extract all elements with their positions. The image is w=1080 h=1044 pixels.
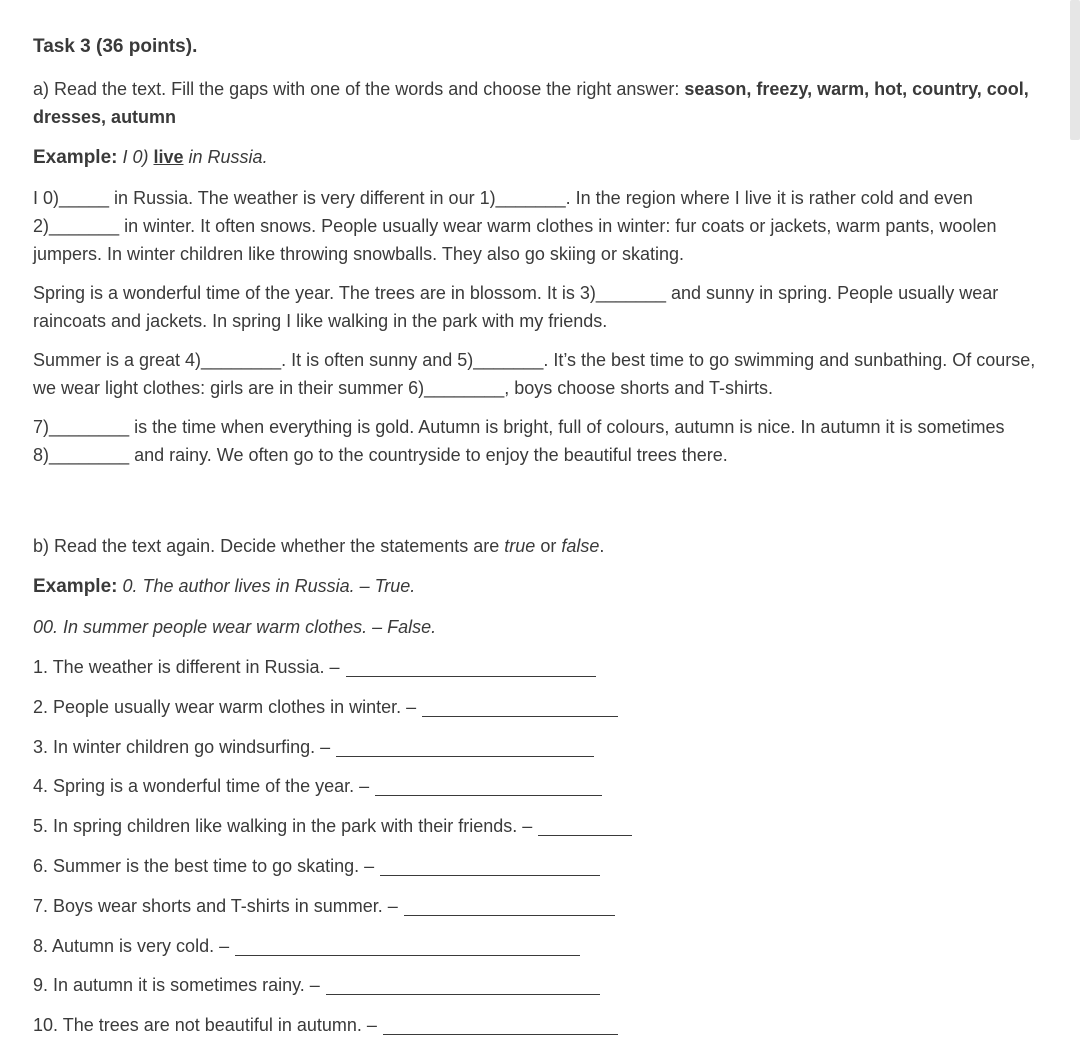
- statement-item: [33, 693, 1043, 721]
- statement-item: [33, 653, 1043, 681]
- part-a-instruction: [33, 75, 1043, 131]
- example-text: 0. The author lives in Russia. – True.: [117, 576, 416, 596]
- answer-blank[interactable]: [375, 775, 602, 796]
- scrollbar[interactable]: [1070, 0, 1080, 140]
- document-page: [33, 33, 1043, 1044]
- statement-text: 5. In spring children like walking in the park with their friends. –: [33, 816, 533, 837]
- statement-text: 8. Autumn is very cold. –: [33, 935, 230, 956]
- part-a-instruction-text: a) Read the text. Fill the gaps with one of the words and choose the right answer:: [33, 79, 685, 99]
- statement-text: 4. Spring is a wonderful time of the year. –: [33, 776, 370, 797]
- example-label: Example:: [33, 147, 118, 168]
- paragraph-summer: Summer is a great 4)________. It is often sunny and 5)_______. It’s the best time to go swimming and sunbathing. Of course, we wear light clothes: girls are in their summer 6)________, boys choose shorts and T-shirts.: [33, 350, 1036, 398]
- word-true: true: [504, 536, 536, 556]
- part-b-example: [33, 572, 1043, 601]
- paragraph-autumn: 7)________ is the time when everything is gold. Autumn is bright, full of colours, autumn is nice. In autumn it is sometimes 8)________ and rainy. We often go to the countryside to enjoy the beautiful trees there.: [33, 417, 1005, 465]
- task-title: Task 3 (36 points).: [33, 36, 198, 57]
- instruction-end: .: [599, 536, 605, 556]
- section-spacer: [33, 480, 1043, 532]
- statement-text: 6. Summer is the best time to go skating. –: [33, 855, 375, 876]
- word-bank: season, freezy, warm, hot, country, cool, dresses, autumn: [33, 79, 1029, 127]
- statement-item: [33, 733, 1043, 761]
- example-post: in Russia.: [183, 147, 268, 167]
- statement-list: [33, 653, 1043, 1039]
- statement-text: 9. In autumn it is sometimes rainy. –: [33, 975, 320, 996]
- word-false: false: [561, 536, 600, 556]
- answer-blank[interactable]: [383, 1014, 618, 1035]
- paragraph-winter: I 0)_____ in Russia. The weather is very different in our 1)_______. In the region where I live it is rather cold and even 2)_______ in winter. It often snows. People usually wear warm clothes in winter: fur coats or jackets, warm pants, woolen jumpers. In winter children like throwing snowballs. They also go skiing or skating.: [33, 188, 997, 264]
- statement-text: 1. The weather is different in Russia. –: [33, 657, 340, 677]
- part-a-example: [33, 143, 1043, 172]
- statement-item: [33, 932, 1043, 960]
- part-b-instruction-text: b) Read the text again. Decide whether the statements are: [33, 536, 505, 556]
- answer-blank[interactable]: [380, 855, 600, 876]
- statement-text: 10. The trees are not beautiful in autumn. –: [33, 1015, 377, 1036]
- statement-item: [33, 1011, 1043, 1039]
- statement-item: [33, 812, 1043, 840]
- statement-text: 2. People usually wear warm clothes in winter. –: [33, 696, 417, 717]
- paragraph-spring: Spring is a wonderful time of the year. The trees are in blossom. It is 3)_______ and sunny in spring. People usually wear raincoats and jackets. In spring I like walking in the park with my friends.: [33, 283, 999, 331]
- statement-item: [33, 892, 1043, 920]
- statement-item: [33, 971, 1043, 999]
- answer-blank[interactable]: [336, 736, 594, 757]
- answer-blank[interactable]: [538, 815, 632, 836]
- statement-text: 7. Boys wear shorts and T-shirts in summer. –: [33, 895, 398, 916]
- answer-blank[interactable]: [326, 974, 600, 995]
- example-label: Example:: [33, 576, 118, 597]
- word-or: or: [535, 536, 562, 556]
- example-pre: I 0): [117, 147, 154, 167]
- answer-blank[interactable]: [422, 696, 618, 717]
- answer-blank[interactable]: [404, 895, 615, 916]
- statement-item: [33, 852, 1043, 880]
- statement-item: [33, 772, 1043, 800]
- part-b-example-2: 00. In summer people wear warm clothes. – False.: [33, 617, 437, 637]
- answer-blank[interactable]: [346, 656, 596, 677]
- part-b-instruction: [33, 532, 1043, 560]
- example-word: live: [153, 147, 184, 167]
- answer-blank[interactable]: [235, 935, 580, 956]
- statement-text: 3. In winter children go windsurfing. –: [33, 736, 331, 757]
